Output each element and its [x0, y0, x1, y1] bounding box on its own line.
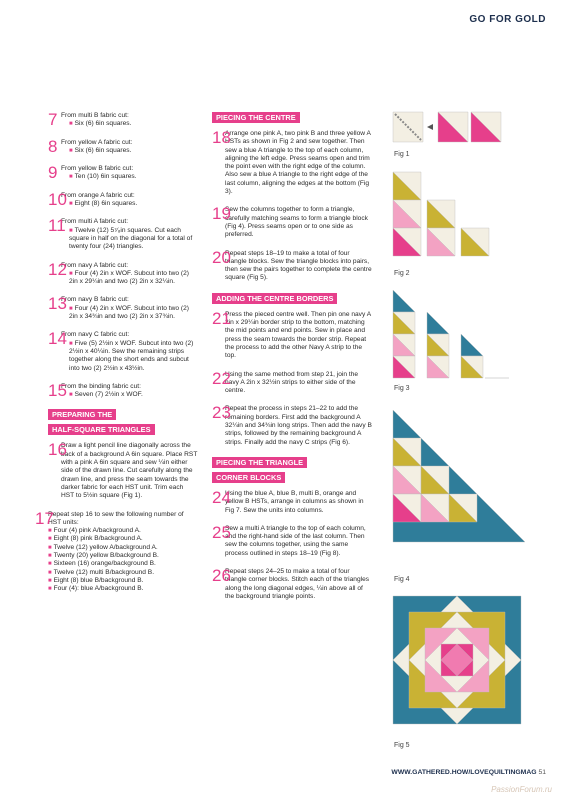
- page-footer: [391, 769, 546, 776]
- footer-url[interactable]: WWW.GATHERED.HOW/LOVEQUILTINGMAG: [391, 769, 537, 776]
- section-heading-text: HALF-SQUARE TRIANGLES: [48, 424, 155, 435]
- fig3-label: Fig 3: [394, 385, 410, 392]
- step-text: From orange A fabric cut:: [61, 191, 135, 199]
- fig5-diagram: [393, 596, 533, 736]
- step-bullet: ■ Six (6) 6in squares.: [61, 120, 198, 128]
- instruction-step: [212, 206, 372, 239]
- step-bullet: ■ Six (6) 6in squares.: [61, 147, 198, 155]
- step-text: From yellow B fabric cut:: [61, 165, 134, 173]
- step-bullet: ■ Four (4): blue A/background B.: [48, 585, 198, 593]
- step-bullet: ■ Seven (7) 2½in x WOF.: [61, 391, 198, 399]
- arrow-icon: [427, 124, 433, 130]
- step-bullet: ■ Ten (10) 6in squares.: [61, 173, 198, 181]
- step-text: From the binding fabric cut:: [61, 382, 141, 390]
- fig3-diagram: [393, 290, 533, 380]
- section-heading-text: ADDING THE CENTRE BORDERS: [212, 293, 337, 304]
- section-heading-text: PREPARING THE: [48, 409, 116, 420]
- step-text: Draw a light pencil line diagonally across the back of a background A 6in square. Place RST with a pink A 6in square and sew ¼in either side of the drawn line. Cut carefully along the drawn line, and press the seam towards the darker fabric for each HST unit. Trim each HST to 5½in square (Fig 1).: [61, 442, 198, 500]
- step-text: From navy B fabric cut:: [61, 296, 129, 304]
- step-bullet: ■ Twelve (12) 5⁷⁄₈in squares. Cut each square in half on the diagonal for a total of twenty four (24) triangles.: [61, 227, 198, 252]
- step-number: 17: [35, 508, 54, 528]
- step-number: 13: [48, 294, 67, 314]
- step-number: 24: [212, 487, 231, 507]
- instruction-step: [48, 189, 198, 209]
- step-bullet: ■ Sixteen (16) orange/background B.: [48, 560, 198, 568]
- step-number: 23: [212, 403, 231, 423]
- step-number: 25: [212, 522, 231, 542]
- step-number: 16: [48, 440, 67, 460]
- step-text: Repeat steps 18–19 to make a total of four triangle blocks. Sew the triangle blocks into pairs, then sew the pairs together to complete the centre square (Fig 5).: [225, 249, 372, 282]
- step-bullet: ■ Eight (8) blue B/background B.: [48, 577, 198, 585]
- step-bullet: ■ Twelve (12) multi B/background B.: [48, 569, 198, 577]
- section-heading-borders: [212, 293, 372, 308]
- instruction-step: [212, 130, 372, 196]
- step-bullet: ■ Twenty (20) yellow B/background B.: [48, 552, 198, 560]
- instructions-column-2: [212, 112, 372, 611]
- step-text: Repeat step 16 to sew the following number of HST units:: [48, 510, 184, 526]
- instruction-step: [48, 165, 198, 182]
- section-heading-hst: [48, 409, 198, 439]
- step-text: Using the blue A, blue B, multi B, orange and yellow B HSTs, arrange in columns as shown in Fig 7. Sew the units into columns.: [225, 489, 364, 514]
- blue-triangle: [393, 290, 415, 312]
- step-number: 22: [212, 368, 231, 388]
- step-number: 19: [212, 204, 231, 224]
- step-number: 18: [212, 128, 231, 147]
- instruction-step: [212, 522, 372, 558]
- fig2-diagram: [393, 172, 513, 262]
- instruction-step: [48, 136, 198, 156]
- step-text: From yellow A fabric cut:: [61, 138, 133, 146]
- instruction-step: [48, 296, 198, 321]
- step-text: From multi B fabric cut:: [61, 112, 129, 119]
- blue-triangle: [461, 334, 483, 356]
- step-text: Repeat the process in steps 21–22 to add the remaining borders. First add the background A 32¼in and 34¾in long strips. Then add the navy B strips, followed by the remaining background A strips. Finally add the navy C strips (Fig 6).: [225, 405, 372, 446]
- section-heading-text: PIECING THE CENTRE: [212, 112, 300, 123]
- fig1-label: Fig 1: [394, 151, 410, 158]
- instruction-step: [212, 565, 372, 601]
- step-number: 10: [48, 189, 67, 209]
- instruction-step: [212, 368, 372, 396]
- section-heading-text: CORNER BLOCKS: [212, 472, 285, 483]
- instruction-step: [48, 218, 198, 251]
- step-text: From multi A fabric cut:: [61, 218, 129, 226]
- fig2-label: Fig 2: [394, 270, 410, 277]
- step-text: Sew the columns together to form a triangle, carefully matching seams to form a triangle block (Fig 4). Press seams open or to one side as preferred.: [225, 206, 368, 239]
- instruction-step: [48, 331, 198, 372]
- fig4-label: Fig 4: [394, 576, 410, 583]
- step-text: Sew a multi A triangle to the top of each column, and the right-hand side of the last column. Then sew the columns together, using the same process outlined in steps 18–19 (Fig 8).: [225, 524, 366, 557]
- section-heading-text: PIECING THE TRIANGLE: [212, 457, 307, 468]
- step-number: 11: [48, 216, 66, 236]
- step-number: 26: [212, 565, 231, 585]
- step-number: 21: [212, 308, 231, 328]
- page-number: 51: [538, 769, 546, 776]
- step-number: 9: [48, 163, 58, 183]
- step-number: 20: [212, 247, 231, 267]
- instruction-step: [212, 405, 372, 446]
- instruction-step: [212, 308, 372, 361]
- instruction-step: [48, 259, 198, 287]
- fig5-label: Fig 5: [394, 742, 410, 749]
- step-bullet: ■ Four (4) 2in x WOF. Subcut into two (2) 2in x 29¼in and two (2) 2in x 32¼in.: [61, 270, 198, 287]
- instructions-column-1: [35, 110, 198, 603]
- fig4-diagram: [393, 410, 533, 570]
- step-number: 7: [48, 110, 58, 129]
- watermark: PassionForum.ru: [491, 785, 552, 794]
- blue-triangle: [427, 312, 449, 334]
- instruction-step: [212, 487, 372, 515]
- step-number: 12: [48, 259, 67, 279]
- step-text: Repeat steps 24–25 to make a total of four triangle corner blocks. Stitch each of the triangles along the long diagonal edges, ¼in above all of the background triangle points.: [225, 567, 370, 600]
- step-bullet: ■ Four (4) pink A/background A.: [48, 527, 198, 535]
- step-text: Using the same method from step 21, join the navy A 2in x 32½in strips to either side of the centre.: [225, 370, 359, 395]
- step-bullet: ■ Eight (8) pink B/background A.: [48, 535, 198, 543]
- step-number: 15: [48, 380, 67, 400]
- page-header-title: GO FOR GOLD: [469, 14, 546, 25]
- instruction-step: [48, 380, 198, 400]
- section-heading-corner: [212, 457, 372, 487]
- figures-column: [390, 0, 556, 800]
- step-bullet: ■ Eight (8) 6in squares.: [61, 200, 198, 208]
- step-bullet: ■ Five (5) 2½in x WOF. Subcut into two (2) 2½in x 40¼in. Sew the remaining strips together along the short ends and subcut into two (2) 2½in x 43½in.: [61, 340, 198, 373]
- instruction-step: [35, 508, 198, 594]
- instruction-step: [48, 442, 198, 500]
- step-number: 8: [48, 136, 58, 156]
- section-heading-centre: [212, 112, 372, 127]
- fig1-diagram: [393, 112, 515, 148]
- step-bullet: ■ Twelve (12) yellow A/background A.: [48, 544, 198, 552]
- step-number: 14: [48, 329, 67, 349]
- instruction-step: [212, 247, 372, 283]
- instruction-step: [48, 112, 198, 129]
- step-text: From navy C fabric cut:: [61, 331, 130, 339]
- step-bullet: ■ Four (4) 2in x WOF. Subcut into two (2) 2in x 34¾in and two (2) 2in x 37¾in.: [61, 305, 198, 322]
- step-text: Arrange one pink A, two pink B and three yellow A HSTs as shown in Fig 2 and sew together. Then sew a blue A triangle to the top of each column, aligning the left edge. Press seams open and trim the point even with the right edge of the column. Also sew a blue A triangle to the right edge of the last column, aligning the edges at the bottom (Fig 3).: [225, 130, 371, 196]
- step-text: Press the pieced centre well. Then pin one navy A 2in x 29¼in border strip to the bottom, matching the mid points and end points. Sew in place and press the seam towards the border strip. Repeat the process to add the other Navy A strip to the top.: [225, 310, 371, 360]
- step-text: From navy A fabric cut:: [61, 261, 129, 269]
